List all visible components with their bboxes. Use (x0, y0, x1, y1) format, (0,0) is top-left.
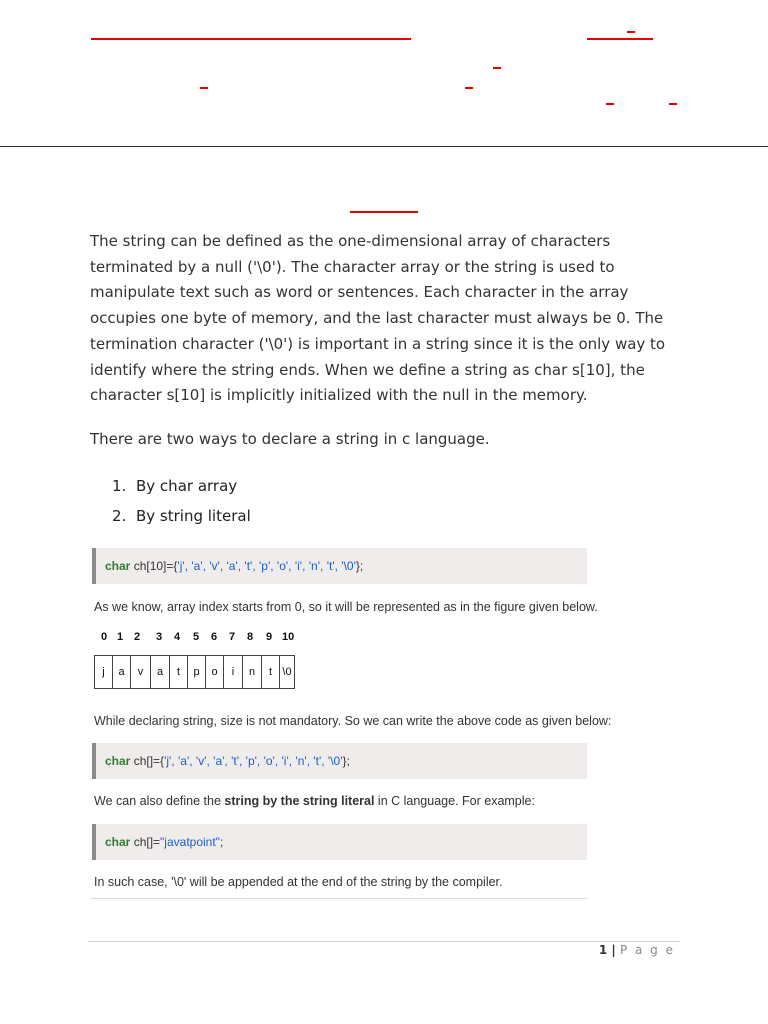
intro-paragraph: The string can be defined as the one-dimensional array of characters terminated by a null ('\0'). The character array or the string is used to manipulate text such as word or sentences. Each character in the array occupies one byte of memory, and the last character must always be 0. The termination character ('\0') is important in a string since it is the only way to identify where the string ends. When we define a string as char s[10], the character s[10] is implicitly initialized with the null in the memory. (90, 232, 666, 405)
array-cell: j (95, 656, 113, 689)
index-label: 2 (134, 631, 141, 643)
index-label: 6 (211, 631, 218, 643)
list-item-text: By string literal (136, 507, 251, 525)
char-array-figure (94, 655, 295, 689)
page-label: P a g e (619, 943, 675, 957)
literal-note (94, 794, 694, 808)
code-block-unsized-array (92, 743, 587, 779)
page-footer (560, 943, 675, 957)
index-label: 0 (101, 631, 108, 643)
literal-note-bold: string by the string literal (224, 794, 375, 808)
page-number: 1 (598, 943, 608, 957)
header-underline-2 (587, 38, 653, 40)
index-label: 8 (247, 631, 254, 643)
code-keyword: char (105, 754, 131, 768)
array-cell: v (131, 656, 151, 689)
code-block-char-array (92, 548, 587, 584)
code-keyword: char (105, 559, 131, 573)
compiler-note: In such case, '\0' will be appended at the end of the string by the compiler. (94, 875, 503, 889)
array-cell: a (151, 656, 170, 689)
footer-rule (88, 941, 680, 942)
index-label: 5 (193, 631, 200, 643)
header-dash-4 (465, 87, 473, 89)
header-dash-6 (669, 103, 677, 105)
content-divider (91, 898, 587, 899)
literal-note-pre: We can also define the (94, 794, 225, 808)
array-cell: n (243, 656, 262, 689)
code-end: }; (355, 559, 364, 573)
header-underline-1 (91, 38, 411, 40)
ways-list (112, 471, 251, 531)
list-item-text: By char array (136, 477, 238, 495)
list-item (112, 501, 251, 531)
size-note: While declaring string, size is not mandatory. So we can write the above code as given below: (94, 714, 612, 728)
literal-note-post: in C language. For example: (374, 794, 535, 808)
header-dash-1 (627, 31, 635, 33)
index-label: 4 (174, 631, 181, 643)
list-number: 1. (112, 477, 127, 495)
list-number: 2. (112, 507, 127, 525)
code-end: }; (342, 754, 350, 768)
header-dash-3 (200, 87, 208, 89)
section-title-underline (350, 211, 418, 213)
array-cell: \0 (280, 656, 295, 689)
array-cell: o (206, 656, 224, 689)
index-label: 10 (282, 631, 295, 643)
code-values: 'j', 'a', 'v', 'a', 't', 'p', 'o', 'i', 'n', 't', '\0' (164, 754, 343, 768)
ways-paragraph: There are two ways to declare a string in c language. (90, 430, 490, 448)
list-item (112, 471, 251, 501)
header-rule (0, 146, 768, 147)
index-label: 3 (156, 631, 163, 643)
code-text: ch[]={ (130, 754, 165, 768)
index-label: 1 (117, 631, 124, 643)
code-values: 'j', 'a', 'v', 'a', 't', 'p', 'o', 'i', 'n', 't', '\0' (177, 559, 356, 573)
array-cell: p (188, 656, 206, 689)
footer-separator: | (607, 943, 620, 957)
code-text: ch[]= (130, 835, 161, 849)
code-text: ch[10]={ (130, 559, 178, 573)
index-note: As we know, array index starts from 0, so it will be represented as in the figure given below. (94, 600, 598, 614)
array-cell: t (262, 656, 280, 689)
array-cell: a (113, 656, 131, 689)
code-values: "javatpoint" (160, 835, 220, 849)
index-label: 9 (266, 631, 273, 643)
array-cell: i (224, 656, 243, 689)
array-cell: t (170, 656, 188, 689)
code-keyword: char (105, 835, 131, 849)
code-end: ; (219, 835, 224, 849)
header-dash-2 (493, 67, 501, 69)
code-block-string-literal (92, 824, 587, 860)
index-label: 7 (229, 631, 236, 643)
header-dash-5 (606, 103, 614, 105)
